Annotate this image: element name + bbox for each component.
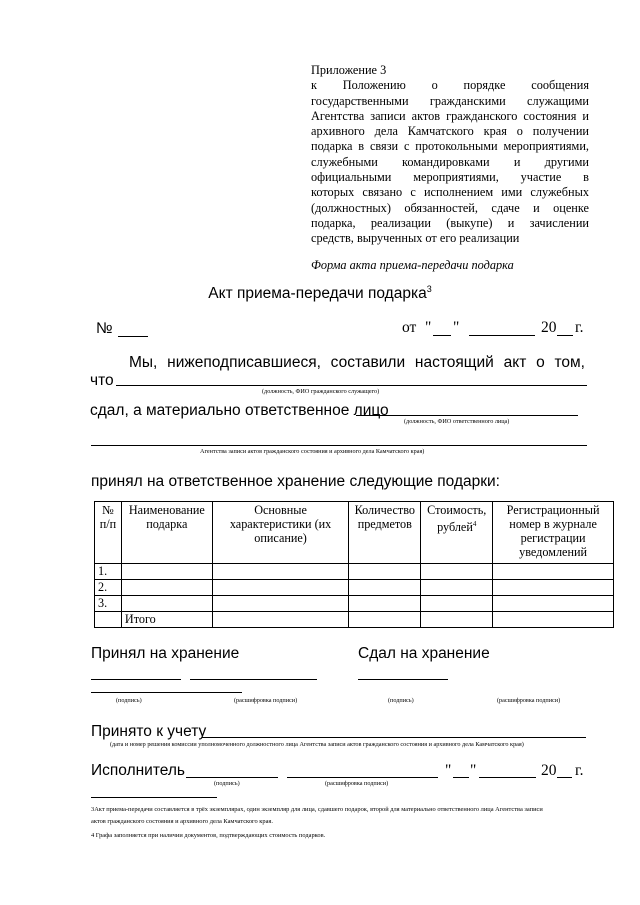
row-number: 1. — [95, 564, 122, 580]
table-row — [95, 564, 614, 580]
cell-quantity[interactable] — [349, 596, 421, 612]
table-row — [95, 596, 614, 612]
executor-signature-caption: (подпись) — [214, 780, 240, 787]
annex-line: к Положению о порядке сообщения — [311, 78, 589, 93]
annex-line: подарка, реализации (выкупе) и зачислении — [311, 215, 589, 230]
document-title — [0, 284, 640, 303]
footnote-3-cont: актов гражданского состояния и архивного дела Камчатского края. — [91, 818, 273, 825]
annex-line: средств, вырученных от его реализации — [311, 231, 520, 246]
annex-line: архивного дела Камчатского края о получении — [311, 124, 589, 139]
executor-quote-open: " — [445, 762, 452, 779]
cell-name[interactable] — [121, 596, 212, 612]
received-extra-field[interactable] — [91, 692, 242, 693]
responsible-person-field[interactable] — [356, 415, 578, 416]
document-title-text: Акт приема-передачи подарка — [208, 285, 427, 302]
footnote-separator — [91, 797, 217, 798]
cell-characteristics[interactable] — [212, 580, 349, 596]
act-date-from: от — [402, 319, 417, 336]
received-label: Принял на хранение — [91, 645, 240, 662]
cell-registration[interactable] — [493, 580, 614, 596]
header-cost-text: Стоимость, рублей — [427, 503, 487, 535]
row-number: 3. — [95, 596, 122, 612]
header-name: Наименование подарка — [121, 502, 212, 564]
executor-decoding-field[interactable] — [287, 777, 438, 778]
act-year-suffix: г. — [575, 319, 584, 336]
act-year-prefix: 20 — [541, 319, 557, 336]
handed-label: сдал, а материально ответственное лицо — [90, 402, 389, 419]
act-number-label: № — [96, 320, 113, 337]
handed-decoding-caption: (расшифровка подписи) — [497, 697, 561, 704]
header-cost — [421, 502, 493, 564]
executor-year-field[interactable] — [557, 777, 572, 778]
annex-line: служебными командировками и другими — [311, 154, 589, 169]
accepted-label: принял на ответственное хранение следующие подарки: — [91, 473, 500, 490]
cell-total-quantity[interactable] — [349, 612, 421, 628]
quote-close: " — [453, 319, 460, 336]
annex-line: которых связано с исполнением ими служебных — [311, 185, 589, 200]
accounting-label: Принято к учету — [91, 723, 207, 740]
handed-signature-field[interactable] — [358, 679, 448, 680]
cell-cost[interactable] — [421, 596, 493, 612]
agency-caption: Агентства записи актов гражданского состояния и архивного дела Камчатского края) — [200, 448, 425, 455]
agency-field[interactable] — [91, 445, 587, 446]
table-total-row — [95, 612, 614, 628]
executor-label: Исполнитель — [91, 762, 185, 779]
annex-line: подарка в связи с протокольными мероприятиями, — [311, 139, 589, 154]
accounting-caption: (дата и номер решения комиссии уполномоченного должностного лица Агентства записи актов гражданского состояния и архивного дела Камчатского края) — [110, 741, 524, 748]
cell-total-characteristics[interactable] — [212, 612, 349, 628]
cell-total-cost[interactable] — [421, 612, 493, 628]
title-footnote-ref: 3 — [426, 284, 432, 294]
cell-total-registration[interactable] — [493, 612, 614, 628]
form-name: Форма акта приема-передачи подарка — [311, 258, 514, 272]
annex-line: государственными гражданскими служащими — [311, 93, 589, 108]
executor-quote-close: " — [470, 762, 477, 779]
employee-field[interactable] — [116, 385, 587, 386]
cell-registration[interactable] — [493, 564, 614, 580]
annex-line: Агентства записи актов гражданского состояния и — [311, 108, 589, 123]
handed-storage-label: Сдал на хранение — [358, 645, 490, 662]
total-label: Итого — [121, 612, 212, 628]
accounting-field[interactable] — [202, 737, 586, 738]
table-row — [95, 580, 614, 596]
executor-year-suffix: г. — [575, 762, 584, 779]
cell-quantity[interactable] — [349, 564, 421, 580]
header-characteristics: Основные характеристики (их описание) — [212, 502, 349, 564]
executor-decoding-caption: (расшифровка подписи) — [325, 780, 389, 787]
header-number: № п/п — [95, 502, 122, 564]
received-decoding-field[interactable] — [190, 679, 317, 680]
received-decoding-caption: (расшифровка подписи) — [234, 697, 298, 704]
table-header-row — [95, 502, 614, 564]
executor-day-field[interactable] — [453, 777, 469, 778]
cell-name[interactable] — [121, 564, 212, 580]
executor-signature-field[interactable] — [186, 777, 278, 778]
annex-line: официальными мероприятиями, участие в — [311, 170, 589, 185]
act-number-field[interactable] — [118, 336, 148, 337]
cost-footnote-ref: 4 — [472, 520, 477, 528]
executor-year-prefix: 20 — [541, 762, 557, 779]
act-year-field[interactable] — [557, 335, 573, 336]
row-number: 2. — [95, 580, 122, 596]
executor-month-field[interactable] — [479, 777, 536, 778]
intro-what: что — [90, 372, 114, 389]
header-registration: Регистрационный номер в журнале регистрации уведомлений — [493, 502, 614, 564]
received-signature-caption: (подпись) — [116, 697, 142, 704]
cell-name[interactable] — [121, 580, 212, 596]
cell-cost[interactable] — [421, 580, 493, 596]
header-quantity: Количество предметов — [349, 502, 421, 564]
annex-line: (должностных) обязанностей, сдаче и оценке — [311, 200, 589, 215]
cell-registration[interactable] — [493, 596, 614, 612]
cell-quantity[interactable] — [349, 580, 421, 596]
quote-open: " — [425, 319, 432, 336]
act-month-field[interactable] — [469, 335, 535, 336]
handed-signature-caption: (подпись) — [388, 697, 414, 704]
annex-block — [311, 63, 589, 247]
employee-caption: (должность, ФИО гражданского служащего) — [262, 388, 380, 395]
annex-heading: Приложение 3 — [311, 63, 387, 77]
gifts-table — [94, 501, 614, 628]
cell-characteristics[interactable] — [212, 564, 349, 580]
received-signature-field[interactable] — [91, 679, 181, 680]
intro-line: Мы, нижеподписавшиеся, составили настоящий акт о том, — [129, 354, 585, 371]
act-day-field[interactable] — [433, 335, 451, 336]
cell-cost[interactable] — [421, 564, 493, 580]
footnote-4: 4 Графа заполняется при наличии документов, подтверждающих стоимость подарков. — [91, 832, 326, 839]
cell-characteristics[interactable] — [212, 596, 349, 612]
responsible-caption: (должность, ФИО ответственного лица) — [404, 418, 510, 425]
total-empty — [95, 612, 122, 628]
footnote-3: 3Акт приема-передачи составляется в трёх экземплярах, один экземпляр для лица, сдавшего подарок, второй для материально ответственного лица Агентства записи — [91, 806, 543, 813]
